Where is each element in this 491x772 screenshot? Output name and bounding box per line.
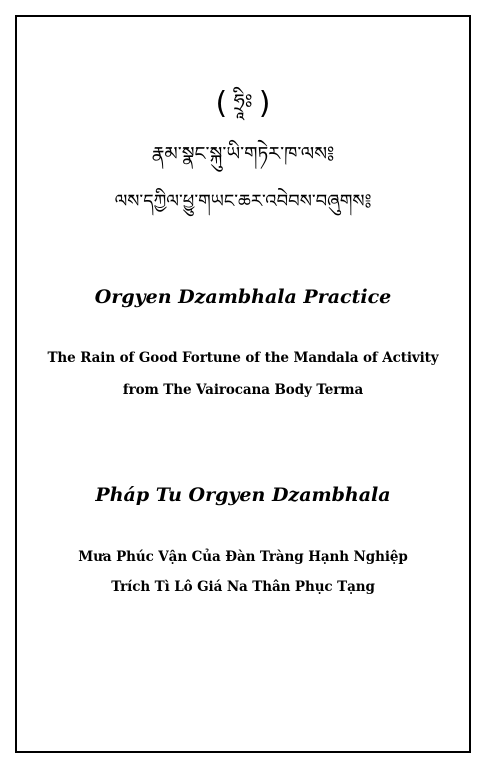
vietnamese-subtitle-line-2: Trích Tì Lô Giá Na Thân Phục Tạng: [111, 579, 375, 595]
page-border: [15, 15, 471, 753]
vietnamese-title: Pháp Tu Orgyen Dzambhala: [95, 484, 391, 506]
seed-syllable-text: ཧྲཱིཿ: [233, 89, 253, 113]
english-title: Orgyen Dzambhala Practice: [94, 286, 392, 308]
seed-bracket-close: ): [258, 86, 271, 121]
english-subtitle-line-2: from The Vairocana Body Terma: [122, 382, 364, 398]
english-subtitle-line-1: The Rain of Good Fortune of the Mandala of Activity: [47, 350, 439, 366]
seed-bracket-open: (: [215, 86, 228, 121]
tibetan-title-line-1: རྣམ་སྣང་སྐུ་ཡི་གཏེར་ཁ་ལས༔: [151, 143, 335, 165]
tibetan-seed-syllable: [17, 79, 469, 135]
tibetan-title-line-2: ལས་དཀྱིལ་ཕྱུ་གཡང་ཆར་འབེབས་བཞུགས༔: [114, 191, 372, 212]
vietnamese-subtitle-line-1: Mưa Phúc Vận Của Đàn Tràng Hạnh Nghiệp: [78, 549, 408, 565]
